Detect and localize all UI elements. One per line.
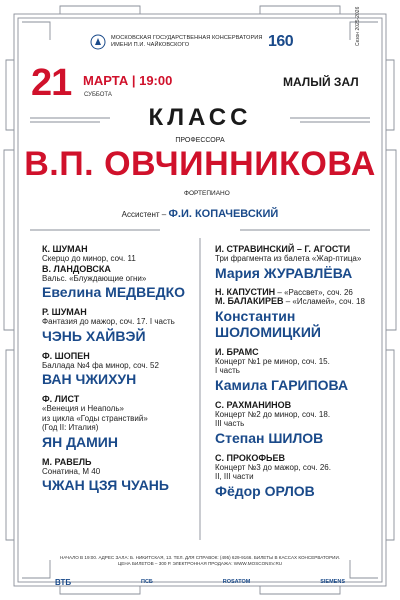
work-title: из цикла «Годы странствий» bbox=[42, 413, 148, 423]
work-title: (Год II: Италия) bbox=[42, 423, 99, 432]
event-day: 21 bbox=[31, 62, 72, 104]
institution-name: МОСКОВСКАЯ ГОСУДАРСТВЕННАЯ КОНСЕРВАТОРИЯ ИМЕНИ П.И. ЧАЙКОВСКОГО bbox=[111, 35, 263, 48]
performer-name: Фёдор ОРЛОВ bbox=[215, 482, 315, 499]
footer-info-line: ЦЕНА БИЛЕТОВ – 300 Р. ЭЛЕКТРОННАЯ ПРОДАЖА: WWW.MOSCONSV.RU bbox=[117, 561, 283, 567]
performer-name: ВАН ЧЖИХУН bbox=[42, 371, 137, 387]
performer-name: Мария ЖУРАВЛЁВА bbox=[215, 264, 353, 281]
composer-name: Н. КАПУСТИН bbox=[215, 286, 276, 297]
season-label: Сезон 2025-2026 bbox=[355, 6, 361, 46]
work-title: – «Рассвет», соч. 26 bbox=[277, 287, 353, 297]
event-month-time: МАРТА | 19:00 bbox=[83, 73, 173, 88]
program-item bbox=[42, 351, 212, 388]
sponsor-logo: ROSATOM bbox=[222, 579, 251, 585]
work-title: Скерцо до минор, соч. 11 bbox=[42, 254, 136, 263]
composer-name: М. РАВЕЛЬ bbox=[42, 456, 92, 467]
work-title: Вальс. «Блуждающие огни» bbox=[42, 273, 147, 283]
work-title: Концерт №1 ре минор, соч. 15. bbox=[215, 356, 330, 366]
composer-name: С. ПРОКОФЬЕВ bbox=[215, 452, 286, 463]
work-title: I часть bbox=[215, 366, 240, 375]
program-item bbox=[215, 347, 385, 393]
program-item bbox=[42, 394, 212, 450]
composer-name: Р. ШУМАН bbox=[42, 307, 87, 317]
work-title: «Венеция и Неаполь» bbox=[42, 404, 124, 413]
work-title: Концерт №2 до минор, соч. 18. bbox=[215, 409, 331, 419]
teacher-name: В.П. ОВЧИННИКОВА bbox=[24, 145, 376, 183]
composer-name: С. РАХМАНИНОВ bbox=[215, 399, 292, 410]
composer-name: В. ЛАНДОВСКА bbox=[42, 263, 111, 274]
event-hall: МАЛЫЙ ЗАЛ bbox=[283, 75, 359, 89]
composer-line bbox=[215, 297, 385, 307]
composer-name: К. ШУМАН bbox=[42, 244, 88, 254]
work-title: – «Исламей», соч. 18 bbox=[285, 297, 365, 306]
composer-name: Ф. ШОПЕН bbox=[42, 350, 90, 361]
performer-name: Камила ГАРИПОВА bbox=[215, 376, 349, 393]
work-title: Баллада №4 фа минор, соч. 52 bbox=[42, 360, 159, 370]
instrument-label: ФОРТЕПИАНО bbox=[184, 190, 230, 197]
program-item bbox=[215, 244, 385, 281]
sponsor-logos bbox=[55, 575, 345, 589]
event-weekday: СУББОТА bbox=[84, 92, 112, 98]
sponsor-logo: ПСБ bbox=[140, 579, 153, 585]
performer-name: ШОЛОМИЦКИЙ bbox=[215, 323, 321, 340]
sponsor-logo: ВТБ bbox=[55, 577, 72, 587]
assistant-line bbox=[0, 208, 400, 220]
sponsor-logo: SIEMENS bbox=[320, 579, 345, 585]
assistant-name: Ф.И. КОПАЧЕВСКИЙ bbox=[168, 208, 279, 220]
performer-name: ЧЖАН ЦЗЯ ЧУАНЬ bbox=[42, 477, 169, 493]
work-title: III часть bbox=[215, 419, 245, 428]
composer-name: И. СТРАВИНСКИЙ – Г. АГОСТИ bbox=[215, 244, 351, 254]
assistant-label: Ассистент – bbox=[121, 210, 167, 219]
performer-name: Степан ШИЛОВ bbox=[215, 429, 324, 446]
performer-name: ЧЭНЬ ХАЙВЭЙ bbox=[42, 327, 146, 344]
footer-info-line: НАЧАЛО В 19:00. АДРЕС ЗАЛА: Б. НИКИТСКАЯ, 13. ТЕЛ. ДЛЯ СПРАВОК: (495) 629-9166. БИЛЕТЫ В КАССАХ КОНСЕРВАТОРИИ. bbox=[59, 555, 341, 560]
work-title: Сонатина, М 40 bbox=[42, 466, 101, 476]
composer-name: И. БРАМС bbox=[215, 346, 259, 357]
work-title: II, III части bbox=[215, 472, 254, 481]
performer-name: Евелина МЕДВЕДКО bbox=[42, 284, 186, 300]
program-right-column bbox=[215, 244, 385, 506]
composer-name: М. БАЛАКИРЕВ bbox=[215, 296, 284, 306]
program-item bbox=[42, 307, 212, 344]
program-item bbox=[42, 244, 212, 300]
program-item bbox=[215, 400, 385, 446]
performer-name: Константин bbox=[215, 307, 296, 324]
footer-info bbox=[0, 555, 400, 567]
composer-name: Ф. ЛИСТ bbox=[42, 394, 80, 404]
program-item bbox=[215, 288, 385, 340]
professor-label: ПРОФЕССОРА bbox=[175, 137, 225, 144]
program-left-column bbox=[42, 244, 212, 500]
work-title: Три фрагмента из балета «Жар-птица» bbox=[215, 254, 362, 263]
program-item bbox=[42, 457, 212, 494]
conservatory-emblem-icon bbox=[90, 34, 106, 50]
work-title: Концерт №3 до мажор, соч. 26. bbox=[215, 462, 331, 472]
class-label: КЛАСС bbox=[148, 104, 252, 131]
anniversary-logo: 160 bbox=[268, 33, 294, 50]
performer-name: ЯН ДАМИН bbox=[42, 433, 118, 450]
program-item bbox=[215, 453, 385, 499]
work-title: Фантазия до мажор, соч. 17. I часть bbox=[42, 317, 175, 326]
